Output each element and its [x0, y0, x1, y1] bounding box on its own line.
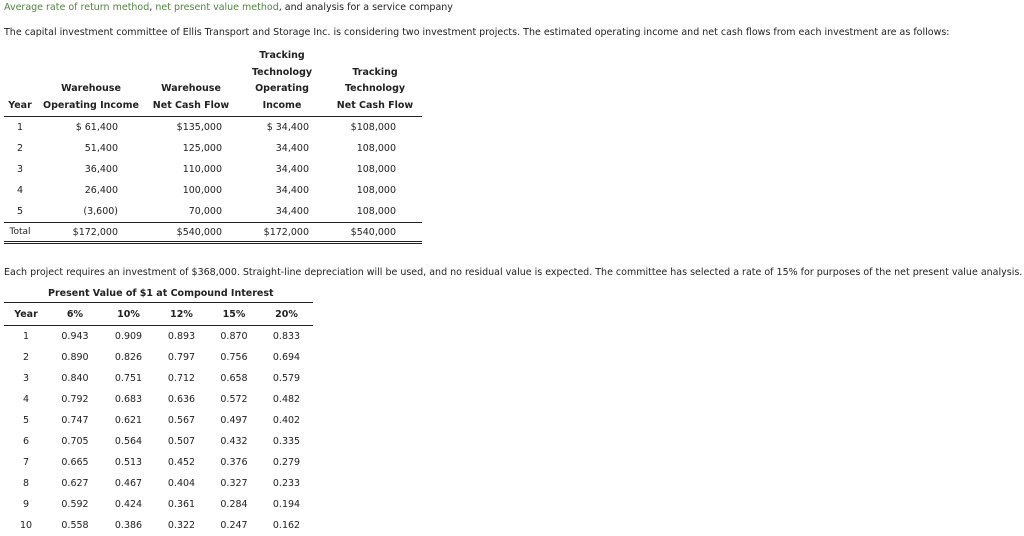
total-warehouse-income: $172,000 — [72, 226, 118, 238]
pv-factor-cell: 0.402 — [272, 415, 301, 426]
pv-factor-cell: 0.636 — [167, 394, 196, 405]
table-row — [4, 431, 313, 452]
pv-factor-cell: 0.424 — [114, 499, 143, 510]
pv-factor-cell: 0.247 — [220, 520, 248, 531]
year-cell: 2 — [16, 143, 24, 154]
header-warehouse-cash: Warehouse Net Cash Flow — [152, 83, 230, 111]
year-cell: 10 — [19, 520, 33, 531]
tracking-cash-cell: 108,000 — [356, 206, 396, 217]
pv-factor-cell: 0.621 — [114, 415, 143, 426]
table-row — [4, 515, 313, 536]
year-cell: 8 — [22, 478, 30, 489]
pv-factor-cell: 0.233 — [272, 478, 301, 489]
pv-factor-cell: 0.694 — [272, 352, 301, 363]
pv-factor-cell: 0.513 — [114, 457, 143, 468]
tracking-income-cell: 34,400 — [275, 185, 309, 196]
tracking-cash-cell: 108,000 — [356, 164, 396, 175]
pv-factor-cell: 0.507 — [167, 436, 196, 447]
tracking-income-cell: $ 34,400 — [266, 122, 309, 133]
tracking-income-cell: 34,400 — [275, 143, 309, 154]
pv-factor-cell: 0.592 — [61, 499, 89, 510]
table-row — [4, 159, 422, 180]
pv-factor-cell: 0.386 — [114, 520, 143, 531]
pv-header-year: Year — [4, 303, 48, 326]
year-cell: 7 — [22, 457, 30, 468]
year-cell: 5 — [16, 206, 24, 217]
table-row — [4, 389, 313, 410]
pv-factor-cell: 0.564 — [114, 436, 143, 447]
pv-factor-cell: 0.943 — [61, 331, 89, 342]
warehouse-income-cell: (3,600) — [83, 206, 118, 217]
present-value-table — [4, 302, 313, 536]
year-cell: 3 — [16, 164, 24, 175]
pv-factor-cell: 0.162 — [272, 520, 301, 531]
table-row — [4, 201, 422, 223]
projects-header-row — [4, 48, 422, 117]
pv-factor-cell: 0.756 — [220, 352, 248, 363]
pv-header-rate: 15% — [208, 303, 260, 326]
header-tracking-cash: Tracking Technology Net Cash Flow — [336, 66, 414, 111]
pv-factor-cell: 0.194 — [272, 499, 301, 510]
pv-factor-cell: 0.376 — [220, 457, 248, 468]
tracking-cash-cell: 108,000 — [356, 185, 396, 196]
table-row — [4, 368, 313, 389]
year-cell: 3 — [22, 373, 30, 384]
title-separator: , — [149, 2, 156, 13]
table-row — [4, 494, 313, 515]
total-tracking-cash: $540,000 — [350, 226, 396, 238]
pv-factor-cell: 0.558 — [61, 520, 89, 531]
pv-factor-cell: 0.567 — [167, 415, 196, 426]
table-row — [4, 117, 422, 139]
table-row — [4, 410, 313, 431]
pv-factor-cell: 0.452 — [167, 457, 196, 468]
table-row — [4, 180, 422, 201]
link-net-present-value[interactable]: net present value method — [155, 2, 279, 13]
problem-title — [4, 2, 453, 13]
tracking-cash-cell: $108,000 — [350, 122, 396, 133]
pv-factor-cell: 0.579 — [272, 373, 301, 384]
pv-factor-cell: 0.572 — [220, 394, 248, 405]
pv-header-rate: 12% — [155, 303, 208, 326]
pv-factor-cell: 0.627 — [61, 478, 89, 489]
pv-factor-cell: 0.705 — [61, 436, 89, 447]
pv-factor-cell: 0.751 — [114, 373, 143, 384]
year-cell: 6 — [22, 436, 30, 447]
table-row — [4, 326, 313, 348]
pv-factor-cell: 0.327 — [220, 478, 248, 489]
pv-header-row — [4, 303, 313, 326]
year-cell: 1 — [16, 122, 24, 133]
pv-header-rate: 10% — [102, 303, 155, 326]
warehouse-cash-cell: 70,000 — [188, 206, 222, 217]
pv-factor-cell: 0.683 — [114, 394, 143, 405]
pv-factor-cell: 0.870 — [220, 331, 248, 342]
pv-factor-cell: 0.840 — [61, 373, 89, 384]
warehouse-income-cell: 51,400 — [84, 143, 118, 154]
pv-factor-cell: 0.792 — [61, 394, 89, 405]
pv-factor-cell: 0.432 — [220, 436, 248, 447]
year-cell: 1 — [22, 331, 30, 342]
pv-factor-cell: 0.833 — [272, 331, 301, 342]
table-row — [4, 138, 422, 159]
pv-factor-cell: 0.335 — [272, 436, 301, 447]
pv-factor-cell: 0.467 — [114, 478, 143, 489]
pv-factor-cell: 0.404 — [167, 478, 196, 489]
pv-header-rate: 20% — [260, 303, 313, 326]
header-warehouse-income: Warehouse Operating Income — [43, 83, 139, 111]
year-cell: 4 — [22, 394, 30, 405]
total-warehouse-cash: $540,000 — [176, 226, 222, 238]
year-cell: 5 — [22, 415, 30, 426]
tracking-cash-cell: 108,000 — [356, 143, 396, 154]
pv-factor-cell: 0.658 — [220, 373, 248, 384]
warehouse-income-cell: 26,400 — [84, 185, 118, 196]
pv-factor-cell: 0.890 — [61, 352, 89, 363]
projects-table — [4, 48, 422, 244]
pv-factor-cell: 0.482 — [272, 394, 301, 405]
warehouse-cash-cell: $135,000 — [176, 122, 222, 133]
pv-factor-cell: 0.361 — [167, 499, 196, 510]
pv-header-rate: 6% — [48, 303, 102, 326]
pv-factor-cell: 0.322 — [167, 520, 196, 531]
warehouse-cash-cell: 100,000 — [182, 185, 222, 196]
tracking-income-cell: 34,400 — [275, 164, 309, 175]
warehouse-cash-cell: 110,000 — [182, 164, 222, 175]
header-year: Year — [8, 99, 32, 111]
pv-factor-cell: 0.893 — [167, 331, 196, 342]
table-row — [4, 452, 313, 473]
year-cell: 4 — [16, 185, 24, 196]
title-tail: , and analysis for a service company — [278, 2, 453, 13]
table-row — [4, 473, 313, 494]
warehouse-income-cell: 36,400 — [84, 164, 118, 175]
total-row — [4, 223, 422, 243]
pv-factor-cell: 0.284 — [220, 499, 248, 510]
tracking-income-cell: 34,400 — [275, 206, 309, 217]
pv-factor-cell: 0.747 — [61, 415, 89, 426]
year-cell: 2 — [22, 352, 30, 363]
pv-factor-cell: 0.497 — [220, 415, 248, 426]
pv-factor-cell: 0.909 — [114, 331, 143, 342]
warehouse-cash-cell: 125,000 — [182, 143, 222, 154]
pv-factor-cell: 0.279 — [272, 457, 301, 468]
warehouse-income-cell: $ 61,400 — [75, 122, 118, 133]
header-tracking-income: Tracking Technology Operating Income — [251, 50, 313, 111]
year-cell: 9 — [22, 499, 30, 510]
pv-factor-cell: 0.797 — [167, 352, 196, 363]
pv-factor-cell: 0.665 — [61, 457, 89, 468]
link-average-rate-of-return[interactable]: Average rate of return method — [4, 2, 150, 13]
total-label: Total — [9, 227, 31, 237]
table-row — [4, 347, 313, 368]
total-tracking-income: $172,000 — [263, 226, 309, 238]
pv-factor-cell: 0.712 — [167, 373, 196, 384]
pv-table-caption: Present Value of $1 at Compound Interest — [48, 288, 274, 299]
requirement-paragraph: Each project requires an investment of $368,000. Straight-line depreciation will be used, and no residual value is expected. The committee has selected a rate of 15% for purposes of the net present value analysis. — [4, 267, 1023, 278]
intro-paragraph: The capital investment committee of Ellis Transport and Storage Inc. is considering two investment projects. The estimated operating income and net cash flows from each investment are as follows: — [4, 27, 950, 38]
pv-factor-cell: 0.826 — [114, 352, 143, 363]
